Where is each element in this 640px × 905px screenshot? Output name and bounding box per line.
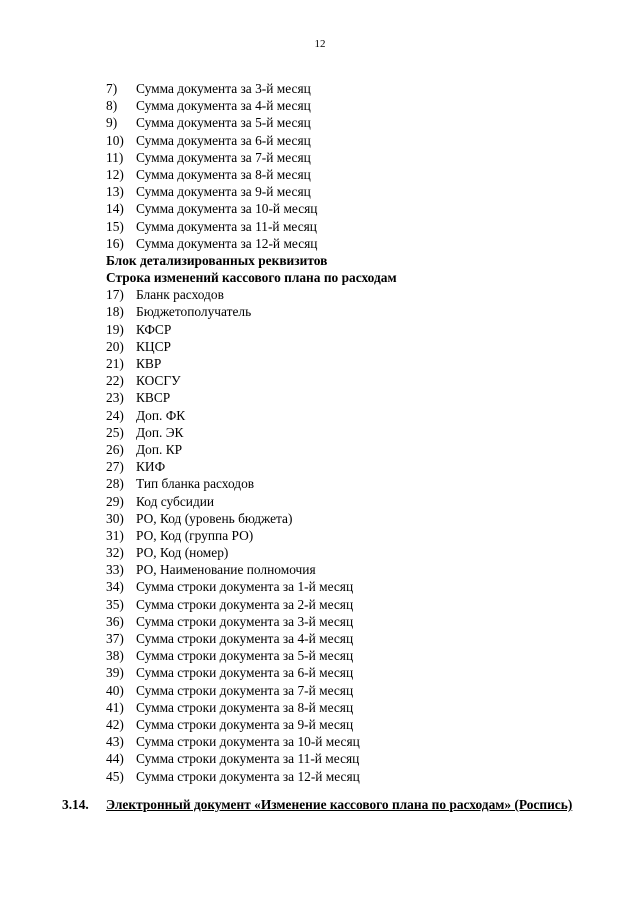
list-item (106, 235, 397, 252)
item-number: 20) (106, 338, 124, 354)
item-number: 18) (106, 304, 124, 320)
item-number: 33) (106, 562, 124, 578)
item-text: Сумма документа за 3-й месяц (136, 81, 311, 96)
item-number: 36) (106, 613, 124, 629)
section-number: 3.14. (62, 797, 89, 812)
item-number: 11) (106, 149, 124, 165)
item-number: 30) (106, 510, 124, 526)
list-item (106, 647, 397, 664)
item-text: Код субсидии (136, 493, 215, 509)
item-text: Сумма строки документа за 8-й месяц (136, 699, 354, 715)
list-item (106, 407, 397, 424)
item-text: Сумма документа за 4-й месяц (136, 98, 311, 114)
item-text: Сумма документа за 6-й месяц (136, 132, 311, 148)
list-item (106, 527, 397, 544)
item-number: 26) (106, 441, 124, 457)
list-item (106, 596, 397, 613)
item-text: Сумма документа за 11-й месяц (136, 218, 317, 234)
item-text: Сумма документа за 5-й месяц (136, 115, 311, 131)
list-item (106, 664, 397, 681)
list-item (106, 114, 397, 131)
item-text: Сумма строки документа за 3-й месяц (136, 613, 354, 629)
list-item (106, 578, 397, 595)
item-text: Доп. ФК (136, 407, 186, 423)
list-item (106, 750, 397, 767)
list-item (106, 149, 397, 166)
item-number: 19) (106, 321, 124, 337)
item-text: КОСГУ (136, 373, 181, 389)
item-number: 37) (106, 631, 124, 646)
list-item (106, 321, 397, 338)
list-item (106, 561, 397, 578)
item-text: Сумма документа за 8-й месяц (136, 166, 311, 182)
list-item (106, 768, 397, 785)
item-number: 44) (106, 751, 124, 767)
item-number: 9) (106, 115, 118, 131)
item-text: Сумма документа за 9-й месяц (136, 184, 311, 200)
list-item (106, 218, 397, 235)
item-number: 38) (106, 648, 124, 664)
list-item (106, 97, 397, 114)
item-number: 42) (106, 716, 124, 732)
item-text: КВР (136, 356, 162, 371)
item-number: 29) (106, 493, 124, 509)
item-text: Сумма строки документа за 10-й месяц (136, 734, 360, 750)
list-item (106, 200, 397, 217)
list-item (106, 166, 397, 183)
item-number: 34) (106, 579, 124, 595)
list-item (106, 303, 397, 320)
item-number: 10) (106, 132, 124, 148)
list-item (106, 372, 397, 389)
list-item (106, 355, 397, 372)
item-number: 22) (106, 373, 124, 389)
item-text: Сумма документа за 10-й месяц (136, 201, 318, 217)
list-item (106, 733, 397, 750)
item-text: Доп. КР (136, 441, 183, 457)
item-text: РО, Код (номер) (136, 545, 229, 561)
item-text: Сумма строки документа за 11-й месяц (136, 751, 360, 767)
list-item (106, 80, 397, 97)
list-item (106, 493, 397, 510)
section-heading (62, 796, 610, 813)
item-text: Сумма строки документа за 9-й месяц (136, 716, 354, 732)
item-text: КФСР (136, 321, 172, 337)
item-number: 45) (106, 768, 124, 784)
list-item (106, 132, 397, 149)
row-heading: Строка изменений кассового плана по расходам (106, 270, 397, 286)
item-text: Сумма документа за 12-й месяц (136, 235, 318, 251)
item-text: Сумма строки документа за 5-й месяц (136, 648, 354, 664)
list-item (106, 338, 397, 355)
item-number: 32) (106, 545, 124, 561)
list-item (106, 441, 397, 458)
list-item (106, 510, 397, 527)
item-number: 21) (106, 356, 124, 371)
item-text: КИФ (136, 459, 166, 475)
item-number: 28) (106, 476, 124, 492)
item-number: 25) (106, 424, 124, 440)
item-number: 31) (106, 527, 124, 543)
item-number: 16) (106, 235, 124, 251)
item-number: 39) (106, 665, 124, 681)
item-number: 13) (106, 184, 124, 200)
section-title: Электронный документ «Изменение кассового плана по расходам» (Роспись) (106, 797, 573, 812)
item-text: Сумма документа за 7-й месяц (136, 149, 311, 165)
item-text: Сумма строки документа за 2-й месяц (136, 596, 354, 612)
list-item (106, 613, 397, 630)
list-item (106, 682, 397, 699)
item-number: 12) (106, 166, 124, 182)
list-item (106, 286, 397, 303)
list-item (106, 630, 397, 647)
list-item (106, 458, 397, 475)
item-text: Бюджетополучатель (136, 304, 252, 320)
item-text: Бланк расходов (136, 287, 224, 303)
item-text: Сумма строки документа за 12-й месяц (136, 768, 360, 784)
item-text: Сумма строки документа за 4-й месяц (136, 631, 354, 646)
item-text: РО, Наименование полномочия (136, 562, 316, 578)
list-item (106, 389, 397, 406)
item-number: 8) (106, 98, 118, 114)
item-text: Тип бланка расходов (136, 476, 255, 492)
list-item (106, 699, 397, 716)
list-item (106, 716, 397, 733)
item-text: Сумма строки документа за 7-й месяц (136, 682, 354, 698)
list-item (106, 544, 397, 561)
item-number: 15) (106, 218, 124, 234)
list-item (106, 475, 397, 492)
item-number: 7) (106, 81, 118, 96)
item-number: 41) (106, 699, 124, 715)
item-text: КЦСР (136, 338, 171, 354)
item-text: РО, Код (уровень бюджета) (136, 510, 293, 526)
block-heading: Блок детализированных реквизитов (106, 252, 328, 268)
item-number: 27) (106, 459, 124, 475)
item-text: РО, Код (группа РО) (136, 527, 254, 543)
page-number: 12 (314, 38, 326, 50)
requisites-list (106, 80, 397, 785)
item-number: 24) (106, 407, 124, 423)
item-number: 17) (106, 287, 124, 303)
item-text: Доп. ЭК (136, 424, 184, 440)
item-number: 14) (106, 201, 124, 217)
item-number: 40) (106, 682, 124, 698)
item-number: 35) (106, 596, 124, 612)
list-item (106, 424, 397, 441)
item-text: КВСР (136, 390, 171, 406)
item-number: 23) (106, 390, 124, 406)
item-text: Сумма строки документа за 1-й месяц (136, 579, 354, 595)
list-item (106, 183, 397, 200)
item-text: Сумма строки документа за 6-й месяц (136, 665, 354, 681)
item-number: 43) (106, 734, 124, 750)
